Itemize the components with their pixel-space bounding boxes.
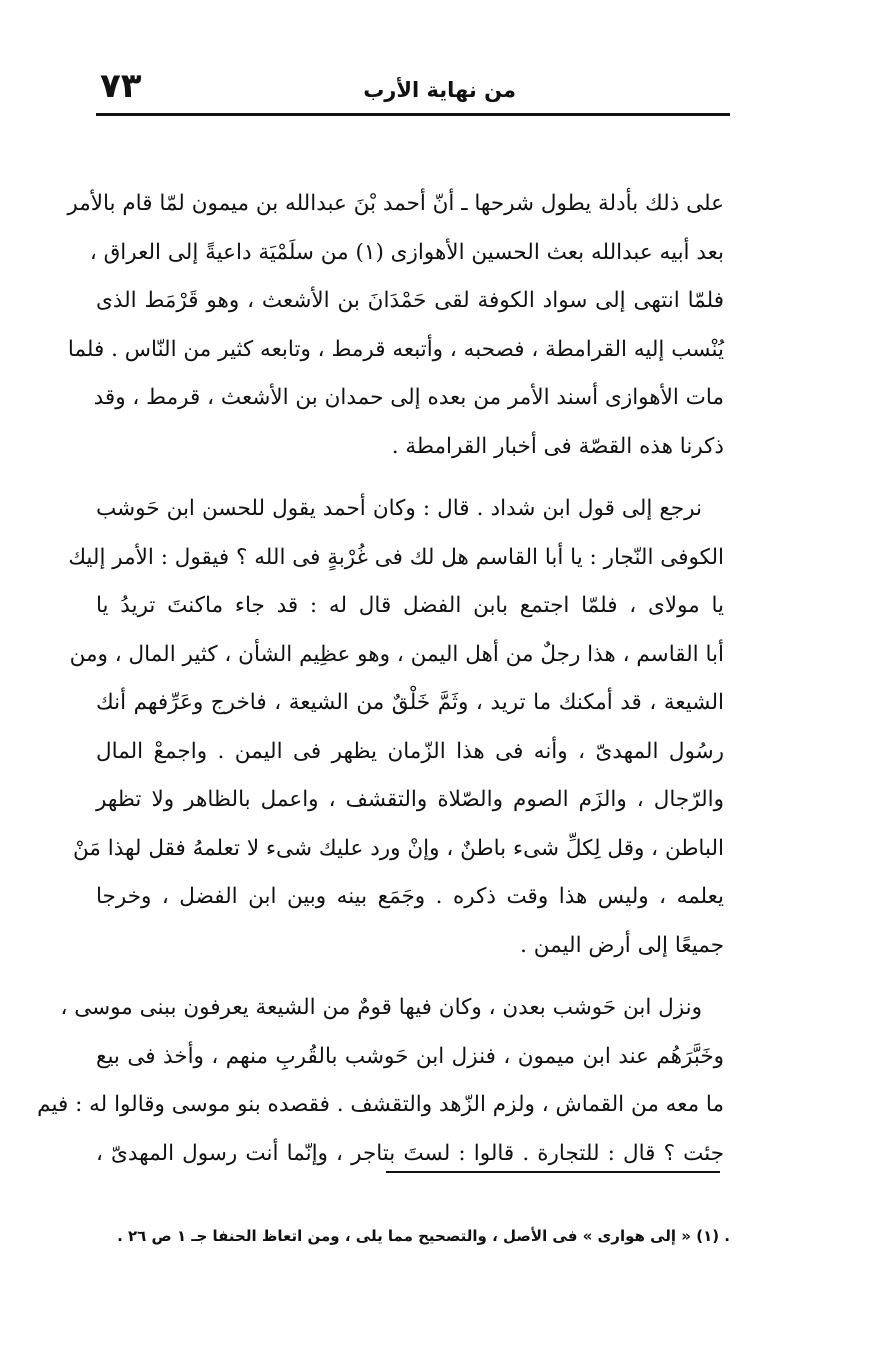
text-line: ذكرنا هذه القصّة فى أخبار القرامطة . [391, 433, 724, 459]
text-line: جميعًا إلى أرض اليمن . [520, 932, 724, 958]
footnote: . (١) « إلى هوارى » فى الأصل ، والتصحيح مما يلى ، ومن اتعاظ الحنفا جـ ١ ص ٢٦ . [117, 1227, 730, 1245]
text-line: يعلمه ، وليس هذا وقت ذكره . وجَمَع بينه وبين ابن الفضل ، وخرجا [96, 884, 724, 909]
text-line: الشيعة ، قد أمكنك ما تريد ، وثَمَّ خَلْقٌ من الشيعة ، فاخرج وعَرِّفهم أنك [96, 690, 724, 715]
text-line: بعد أبيه عبدالله بعث الحسين الأهوازى (١) من سلَمْيَة داعيةً إلى العراق ، [89, 239, 724, 265]
text-line: فلمّا انتهى إلى سواد الكوفة لقى حَمْدَانَ بن الأشعث ، وهو قَرْمَط الذى [96, 288, 724, 313]
text-line: أبا القاسم ، هذا رجلٌ من أهل اليمن ، وهو عظِيم الشأن ، كثير المال ، ومن [69, 641, 724, 667]
text-line: رسُول المهدىّ ، وأنه فى هذا الزّمان يظهر فى اليمن . واجمعْ المال [96, 738, 724, 764]
text-line: ونزل ابن حَوشب بعدن ، وكان فيها قومٌ من الشيعة يعرفون ببنى موسى ، [60, 995, 702, 1020]
text-line: على ذلك بأدلة يطول شرحها ـ أنّ أحمد بْنَ عبدالله بن ميمون لمّا قام بالأمر [67, 191, 724, 216]
page-header [96, 64, 730, 116]
text-line: مات الأهوازى أسند الأمر من بعده إلى حمدان بن الأشعث ، قرمط ، وقد [93, 385, 724, 410]
text-line: جئت ؟ قال : للتجارة . قالوا : لستَ بتاجر ، وإنّما أنت رسول المهدىّ ، [96, 1140, 724, 1166]
body-text [37, 180, 724, 1178]
text-line: والرّجال ، والزَم الصوم والصّلاة والتقشف ، واعمل بالظاهر ولا تظهر [96, 787, 724, 812]
text-line: الكوفى النّجار : يا أبا القاسم هل لك فى غُرْبةٍ فى الله ؟ فيقول : الأمر إليك [68, 544, 724, 570]
paragraph-gap [96, 471, 724, 485]
paragraph-gap [96, 970, 724, 984]
text-line: نرجع إلى قول ابن شداد . قال : وكان أحمد يقول للحسن ابن حَوشب [96, 496, 702, 521]
page-number: ٧٣ [100, 66, 142, 106]
text-line: يُنْسب إليه القرامطة ، فصحبه ، وأتبعه قرمط ، وتابعه كثير من النّاس . فلما [67, 336, 724, 362]
text-line: وخَبَّرَهُم عند ابن ميمون ، فنزل ابن حَوشب بالقُربِ منهم ، وأخذ فى بيع [96, 1043, 724, 1069]
running-title: من نهاية الأرب [363, 78, 516, 102]
text-line: ما معه من القماش ، ولزم الزّهد والتقشف . فقصده بنو موسى وقالوا له : فيم [37, 1092, 724, 1117]
header-rule [96, 113, 730, 116]
text-line: يا مولاى ، فلمّا اجتمع بابن الفضل قال له : قد جاء ماكنتَ تريدُ يا [96, 593, 724, 618]
text-line: الباطن ، وقل لِكلِّ شىء باطنٌ ، وإنْ ورد عليك شىء لا تعلمهُ فقل لهذا مَنْ [73, 835, 724, 861]
footnote-rule [386, 1171, 720, 1173]
